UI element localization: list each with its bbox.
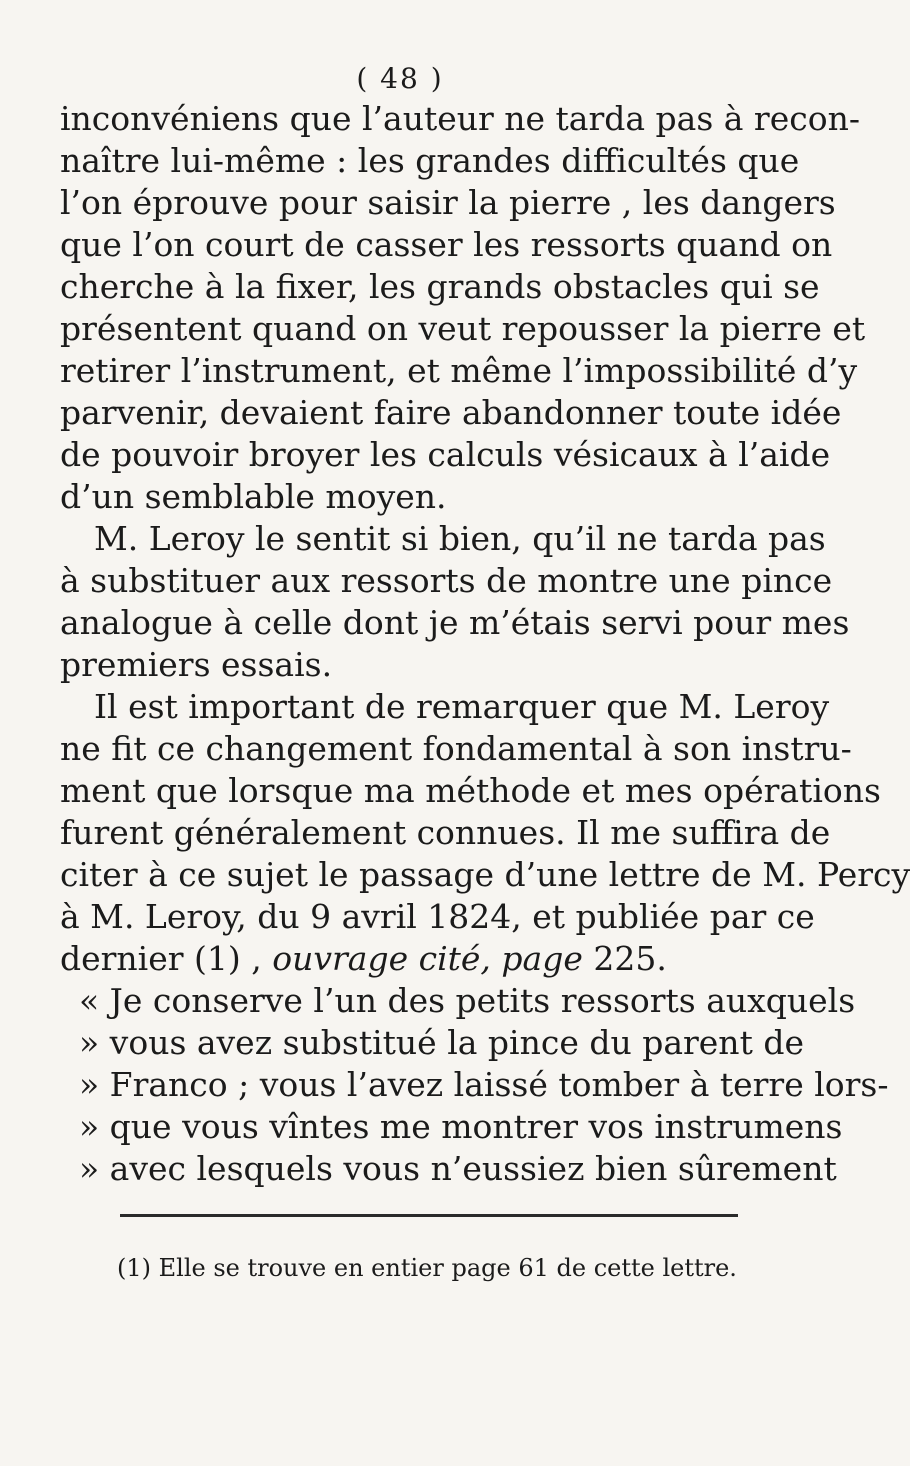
page-number: ( 48 ) — [356, 62, 444, 95]
text-line: à substituer aux ressorts de montre une pince — [60, 561, 833, 600]
text-line: furent généralement connues. Il me suffira de — [60, 813, 831, 852]
text-line: parvenir, devaient faire abandonner toute idée — [60, 393, 842, 432]
footnote-divider — [120, 1214, 738, 1217]
quote-line: » que vous vîntes me montrer vos instrumens — [79, 1107, 843, 1146]
text-line: ne fit ce changement fondamental à son instru- — [60, 729, 852, 768]
text-line: M. Leroy le sentit si bien, qu’il ne tarda pas — [94, 519, 826, 558]
quote-line: » vous avez substitué la pince du parent de — [79, 1023, 804, 1062]
text-line: premiers essais. — [60, 645, 333, 684]
text-line: retirer l’instrument, et même l’impossibilité d’y — [60, 351, 858, 390]
text-line: Il est important de remarquer que M. Leroy — [94, 687, 830, 726]
footnote: (1) Elle se trouve en entier page 61 de cette lettre. — [117, 1254, 737, 1282]
text-line: présentent quand on veut repousser la pierre et — [60, 309, 866, 348]
quote-line: » avec lesquels vous n’eussiez bien sûrement — [79, 1149, 837, 1188]
line-suffix: 225. — [582, 939, 667, 978]
text-line — [60, 938, 740, 980]
italic-citation: ouvrage cité, page — [272, 939, 583, 978]
line-prefix: dernier (1) , — [60, 939, 273, 978]
quote-line: « Je conserve l’un des petits ressorts auxquels — [79, 981, 856, 1020]
quote-line: » Franco ; vous l’avez laissé tomber à terre lors- — [79, 1065, 889, 1104]
text-line: citer à ce sujet le passage d’une lettre de M. Percy — [60, 855, 910, 894]
text-line: l’on éprouve pour saisir la pierre , les dangers — [60, 183, 836, 222]
text-line: d’un semblable moyen. — [60, 477, 447, 516]
text-line: cherche à la fixer, les grands obstacles qui se — [60, 267, 820, 306]
text-line: que l’on court de casser les ressorts quand on — [60, 225, 833, 264]
text-line: de pouvoir broyer les calculs vésicaux à l’aide — [60, 435, 831, 474]
text-line: ment que lorsque ma méthode et mes opérations — [60, 771, 881, 810]
text-line: à M. Leroy, du 9 avril 1824, et publiée par ce — [60, 897, 815, 936]
text-line: analogue à celle dont je m’étais servi pour mes — [60, 603, 850, 642]
text-line: naître lui-même : les grandes difficultés que — [60, 141, 800, 180]
text-line: inconvéniens que l’auteur ne tarda pas à recon- — [60, 99, 860, 138]
